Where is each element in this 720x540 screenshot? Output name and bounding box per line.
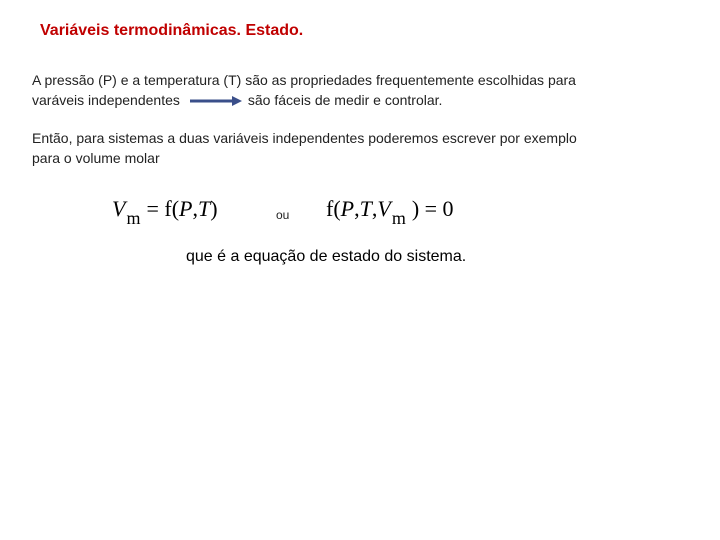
- conclusion-text: que é a equação de estado do sistema.: [186, 248, 467, 265]
- paragraph-text: são fáceis de medir e controlar.: [247, 92, 443, 108]
- equation-explicit: [112, 196, 218, 228]
- connector-text: ou: [276, 208, 290, 222]
- equation-symbol: ) = 0: [411, 196, 454, 221]
- equation-symbol: = f(: [146, 196, 180, 221]
- equation-symbol: T: [359, 196, 372, 221]
- equation-implicit: [326, 196, 454, 228]
- paragraph-independent-variables: [32, 70, 576, 110]
- paragraph-line: [32, 90, 576, 110]
- equation-subscript: m: [391, 208, 406, 228]
- equation-subscript: m: [126, 208, 141, 228]
- right-arrow-icon: [190, 96, 242, 106]
- equation-symbol: ,: [354, 196, 360, 221]
- paragraph-molar-volume: [32, 128, 577, 168]
- paragraph-line: Então, para sistemas a duas variáveis independentes poderemos escrever por exemplo: [32, 130, 577, 146]
- equation-symbol: V: [377, 196, 391, 221]
- equation-symbol: T: [197, 196, 211, 221]
- equation-symbol: ,: [371, 196, 378, 221]
- equation-symbol: V: [112, 196, 126, 221]
- paragraph-line: para o volume molar: [32, 150, 160, 166]
- equation-symbol: P: [179, 196, 193, 221]
- paragraph-line: A pressão (P) e a temperatura (T) são as propriedades frequentemente escolhidas para: [32, 72, 576, 88]
- equation-symbol: P: [340, 196, 355, 221]
- paragraph-text: varáveis independentes: [32, 92, 180, 108]
- equation-symbol: ): [210, 196, 218, 221]
- equation-symbol: ,: [192, 196, 198, 221]
- equation-symbol: f(: [326, 196, 341, 221]
- slide-title: Variáveis termodinâmicas. Estado.: [40, 22, 304, 39]
